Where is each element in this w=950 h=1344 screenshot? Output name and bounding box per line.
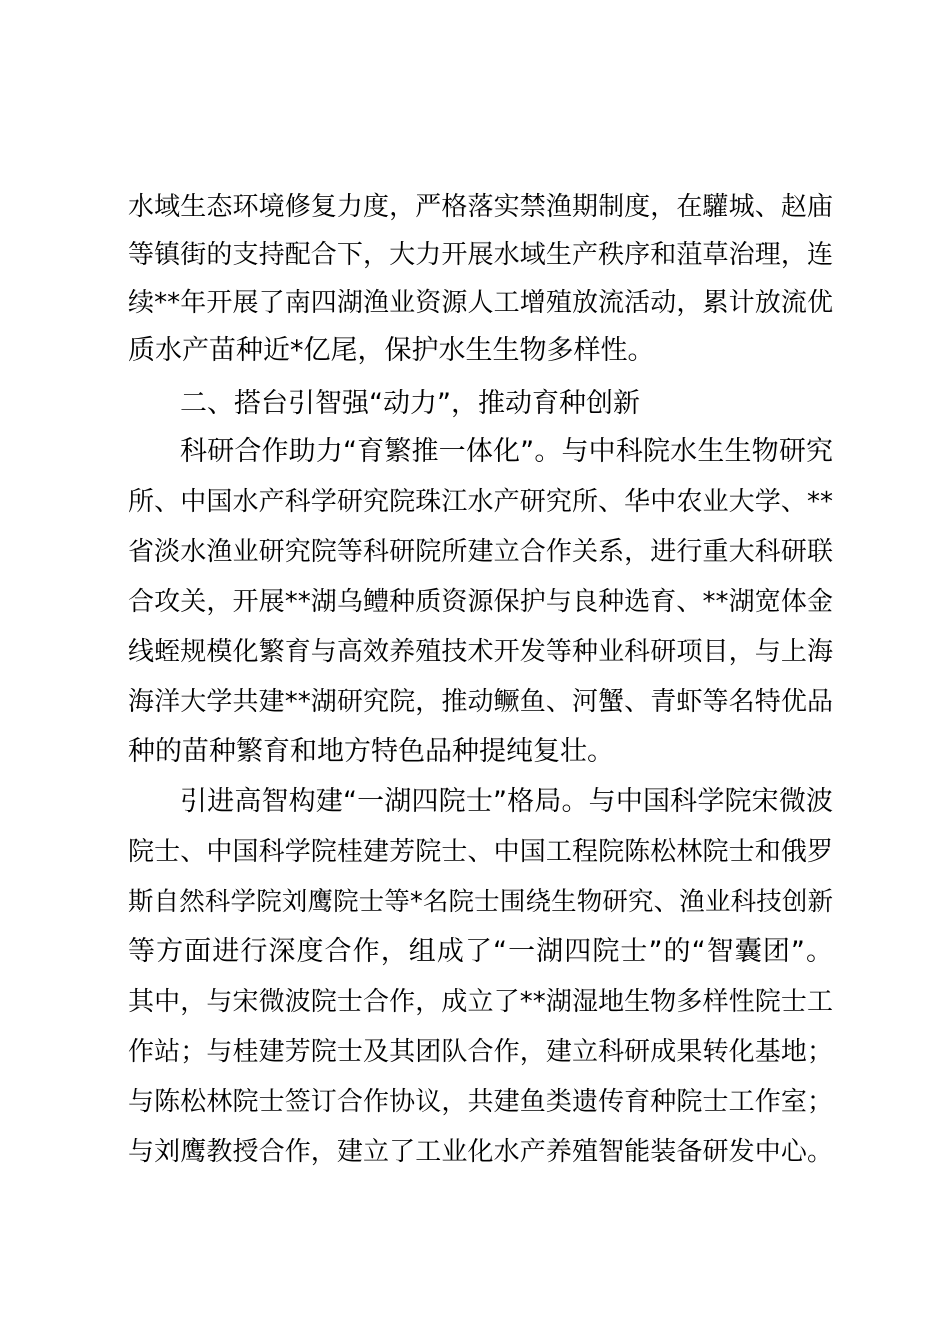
body-text-line: 线蛭规模化繁育与高效养殖技术开发等种业科研项目，与上海 bbox=[128, 637, 833, 667]
body-text-line: 所、中国水产科学研究院珠江水产研究所、华中农业大学、** bbox=[128, 487, 833, 517]
body-text-line: 海洋大学共建**湖研究院，推动鳜鱼、河蟹、青虾等名特优品 bbox=[128, 687, 833, 717]
body-text-line: 合攻关，开展**湖乌鳢种质资源保护与良种选育、**湖宽体金 bbox=[128, 587, 833, 617]
body-text-line: 质水产苗种近*亿尾，保护水生生物多样性。 bbox=[128, 335, 655, 366]
paragraph-lead-line: 引进高智构建“一湖四院士”格局。与中国科学院宋微波 bbox=[180, 786, 833, 817]
body-text-line: 续**年开展了南四湖渔业资源人工增殖放流活动，累计放流优 bbox=[128, 288, 833, 318]
body-text-line: 作站；与桂建芳院士及其团队合作，建立科研成果转化基地； bbox=[128, 1037, 833, 1067]
paragraph-lead-line: 科研合作助力“育繁推一体化”。与中科院水生生物研究 bbox=[180, 436, 833, 467]
body-text-line: 斯自然科学院刘鹰院士等*名院士围绕生物研究、渔业科技创新 bbox=[128, 887, 833, 917]
body-text-line: 院士、中国科学院桂建芳院士、中国工程院陈松林院士和俄罗 bbox=[128, 837, 833, 867]
body-text-line: 与刘鹰教授合作，建立了工业化水产养殖智能装备研发中心。 bbox=[128, 1137, 833, 1167]
body-text-line: 水域生态环境修复力度，严格落实禁渔期制度，在驩城、赵庙 bbox=[128, 192, 833, 222]
body-text-line: 种的苗种繁育和地方特色品种提纯复壮。 bbox=[128, 736, 614, 767]
section-heading: 二、搭台引智强“动力”，推动育种创新 bbox=[180, 388, 640, 419]
body-text-line: 等方面进行深度合作，组成了“一湖四院士”的“智囊团”。 bbox=[128, 936, 833, 967]
body-text-line: 与陈松林院士签订合作协议，共建鱼类遗传育种院士工作室； bbox=[128, 1087, 833, 1117]
body-text-line: 省淡水渔业研究院等科研院所建立合作关系，进行重大科研联 bbox=[128, 537, 833, 567]
body-text-line: 其中，与宋微波院士合作，成立了**湖湿地生物多样性院士工 bbox=[128, 987, 833, 1017]
body-text-line: 等镇街的支持配合下，大力开展水域生产秩序和菹草治理，连 bbox=[128, 240, 833, 270]
